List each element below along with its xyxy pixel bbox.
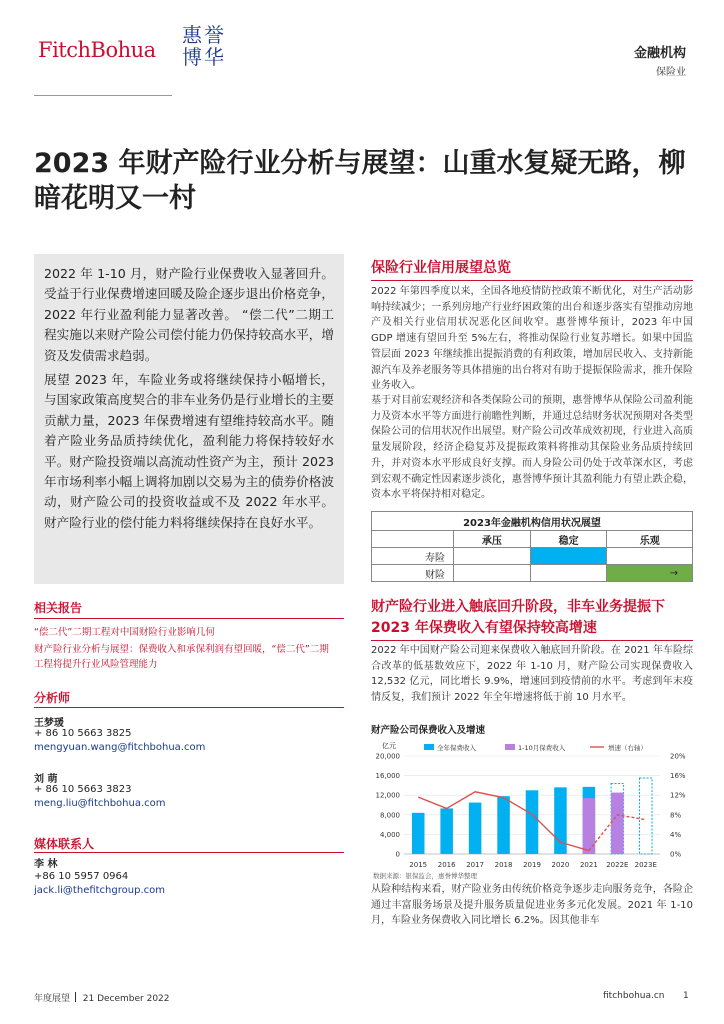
chart-legend-swatch-annual bbox=[424, 744, 434, 750]
header-divider bbox=[34, 95, 172, 96]
related-report-link-1[interactable]: “偿二代”二期工程对中国财险行业影响几何 bbox=[34, 627, 215, 638]
outlook-cell-stable-life bbox=[530, 548, 607, 565]
premium-chart bbox=[368, 738, 696, 884]
chart-bar-annual bbox=[440, 808, 453, 854]
analysts-divider bbox=[34, 707, 344, 708]
footer-separator bbox=[75, 992, 76, 1002]
chart-x-tick: 2018 bbox=[494, 861, 513, 869]
section-divider-1 bbox=[371, 280, 693, 281]
sector-label: 金融机构 bbox=[633, 46, 686, 61]
related-divider bbox=[34, 618, 344, 619]
chart-y-tick: 0 bbox=[395, 850, 400, 859]
outlook-header-optimistic: 乐观 bbox=[607, 531, 693, 548]
chart-legend-annual: 全年保费收入 bbox=[437, 744, 476, 752]
summary-paragraph-2: 展望 2023 年，车险业务或将继续保持小幅增长，与国家政策高度契合的非车业务仍是行业增长的主要贡献力量，2023 年保费增速有望维持较高水平。随着产险业务品质持续优化，盈利能力将保持较好水平。财产险投资端以高流动性资产为主，预计 2023 年市场利率小幅上调将加剧以交易为主的债券价格波动，财产险公司的投资收益或不及 2022 年水平。财产险行业的偿付能力料将继续保持在良好水平。 bbox=[44, 372, 334, 530]
chart-y2-tick: 12% bbox=[670, 791, 686, 800]
related-report-link-2[interactable]: 财产险行业分析与展望：保费收入和承保利润有望回暖，“偿二代”二期工程将提升行业风险管理能力 bbox=[34, 644, 329, 670]
chart-y2-tick: 8% bbox=[670, 811, 682, 820]
chart-source: 数据来源：银保监会，惠誉博华整理 bbox=[373, 872, 477, 880]
outlook-cell bbox=[530, 565, 607, 582]
summary-paragraph-1: 2022 年 1-10 月，财产险行业保费收入显著回升。受益于行业保费增速回暖及险企逐步退出价格竞争，2022 年行业盈利能力显著改善。 “偿二代”二期工程实施以来财产险公司偿付能力仍保持较高水平，增资及发债需求趋弱。 bbox=[44, 266, 334, 363]
fitchbohua-cn-logo: 惠誉 博华 bbox=[182, 23, 226, 69]
chart-y2-tick: 4% bbox=[670, 830, 682, 839]
outlook-paragraph-1: 2022 年第四季度以来，全国各地疫情防控政策不断优化，对生产活动影响持续减少；一系列房地产行业纾困政策的出台和逐步落实有望推动房地产及相关行业信用状况恶化区间收窄。惠誉博华预计，2023 年中国 GDP 增速有望回升至 5%左右，将推动保险行业复苏增长。如果中国监管层面 2023 年继续推出提振消费的有利政策，增加居民收入、支持新能源汽车及养老服务等具体措施的出台将对有助于提振保险需求，推升保险业务收入。 bbox=[371, 286, 693, 392]
summary-box bbox=[34, 254, 344, 584]
chart-bar-annual bbox=[469, 803, 482, 854]
footer-date: 21 December 2022 bbox=[82, 994, 170, 1004]
media-contact-email[interactable]: jack.li@thefitchgroup.com bbox=[34, 885, 165, 896]
outlook-table bbox=[371, 511, 693, 582]
chart-y-axis-label: 亿元 bbox=[382, 742, 396, 750]
section-heading-growth: 财产险行业进入触底回升阶段，非车业务提振下 2023 年保费收入有望保持较高增速 bbox=[371, 599, 665, 636]
analyst-1-name: 王梦瑗 bbox=[34, 718, 64, 729]
media-contact-title: 媒体联系人 bbox=[34, 837, 95, 851]
analyst-2-name: 刘 萌 bbox=[34, 774, 58, 785]
chart-x-tick: 2021 bbox=[579, 861, 598, 869]
outlook-cell bbox=[454, 548, 531, 565]
chart-x-tick: 2015 bbox=[409, 861, 428, 869]
media-divider bbox=[34, 852, 344, 853]
outlook-cell bbox=[454, 565, 531, 582]
chart-bar-annual bbox=[497, 796, 510, 854]
fitchbohua-logo: FitchBohua bbox=[38, 38, 156, 62]
chart-bar-annual bbox=[640, 778, 653, 854]
chart-y-tick: 12,000 bbox=[375, 791, 400, 800]
chart-bar-ten-month bbox=[611, 793, 624, 854]
outlook-row-label-life: 寿险 bbox=[372, 548, 454, 565]
analyst-1-phone: + 86 10 5663 3825 bbox=[34, 728, 132, 739]
related-reports-title: 相关报告 bbox=[34, 601, 83, 615]
chart-legend-swatch-ten-month bbox=[505, 744, 515, 750]
analysts-title: 分析师 bbox=[34, 691, 71, 705]
page-title: 2023 年财产险行业分析与展望：山重水复疑无路，柳暗花明又一村 bbox=[34, 148, 686, 214]
footer-page-number: 1 bbox=[683, 991, 689, 1001]
outlook-header-pressured: 承压 bbox=[454, 531, 531, 548]
chart-legend-growth: 增速（右轴） bbox=[608, 744, 647, 752]
footer-left bbox=[34, 991, 170, 1004]
analyst-1-email[interactable]: mengyuan.wang@fitchbohua.com bbox=[34, 742, 206, 753]
chart-x-tick: 2017 bbox=[466, 861, 485, 869]
section-heading-outlook: 保险行业信用展望总览 bbox=[371, 260, 511, 276]
outlook-cell-optimistic-property: → bbox=[607, 565, 693, 582]
chart-y-tick: 20,000 bbox=[375, 752, 400, 761]
growth-paragraph-1: 2022 年中国财产险公司迎来保费收入触底回升阶段。在 2021 年车险综合改革的低基数效应下，2022 年 1-10 月，财产险公司实现保费收入 12,532 亿元，同比增长 9.9%，增速回到疫情前的水平。考虑到年末疫情反复，我们预计 2022 年全年增速将低于前 10 月水平。 bbox=[371, 645, 693, 704]
chart-y2-tick: 0% bbox=[670, 850, 682, 859]
chart-y-tick: 4,000 bbox=[379, 830, 400, 839]
analyst-2-phone: + 86 10 5663 3823 bbox=[34, 784, 132, 795]
section-divider-2 bbox=[371, 640, 693, 641]
chart-x-tick: 2019 bbox=[523, 861, 541, 869]
chart-x-tick: 2020 bbox=[551, 861, 570, 869]
outlook-table-title: 2023年金融机构信用状况展望 bbox=[372, 512, 693, 531]
analyst-2-email[interactable]: meng.liu@fitchbohua.com bbox=[34, 798, 166, 809]
chart-x-tick: 2022E bbox=[606, 861, 629, 869]
chart-y-tick: 16,000 bbox=[375, 772, 400, 781]
outlook-paragraph-2: 基于对目前宏观经济和各类保险公司的预期，惠誉博华从保险公司盈利能力及资本水平等方面进行前瞻性判断，并通过总结财务状况预期对各类型保险公司的信用状况作出展望。财产险公司改革成效初现，行业进入高质量发展阶段，经济企稳复苏及提振政策料将推动其保险业务品质持续回升，并对资本水平形成良好支撑。而人身险公司仍处于改革深水区，考虑到宏观不确定性因素逐步淡化，惠誉博华预计其盈利能力有望止跌企稳，资本水平将保持相对稳定。 bbox=[371, 395, 693, 501]
outlook-row-label-property: 财险 bbox=[372, 565, 454, 582]
footer-report-type: 年度展望 bbox=[34, 994, 71, 1004]
chart-y2-tick: 20% bbox=[670, 752, 686, 761]
chart-legend-ten-month: 1-10月保费收入 bbox=[518, 744, 566, 752]
chart-x-tick: 2023E bbox=[634, 861, 657, 869]
chart-title: 财产险公司保费收入及增速 bbox=[371, 725, 486, 736]
media-contact-name: 李 林 bbox=[34, 859, 58, 870]
media-contact-phone: +86 10 5957 0964 bbox=[34, 871, 129, 882]
chart-y-tick: 8,000 bbox=[379, 811, 400, 820]
outlook-table-corner bbox=[372, 531, 454, 548]
footer-site[interactable]: fitchbohua.cn bbox=[603, 991, 665, 1001]
outlook-cell bbox=[607, 548, 693, 565]
outlook-header-stable: 稳定 bbox=[530, 531, 607, 548]
chart-y2-tick: 16% bbox=[670, 772, 686, 781]
chart-bar-annual bbox=[412, 813, 425, 854]
growth-paragraph-2: 从险种结构来看，财产险业务由传统价格竞争逐步走向服务竞争，各险企通过丰富服务场景及提升服务质量促进业务多元化发展。2021 年 1-10 月，车险业务保费收入同比增长 6.2%。因其他非车 bbox=[371, 884, 693, 927]
subsector-label: 保险业 bbox=[656, 67, 686, 78]
chart-bar-annual bbox=[526, 790, 539, 854]
chart-x-tick: 2016 bbox=[437, 861, 456, 869]
